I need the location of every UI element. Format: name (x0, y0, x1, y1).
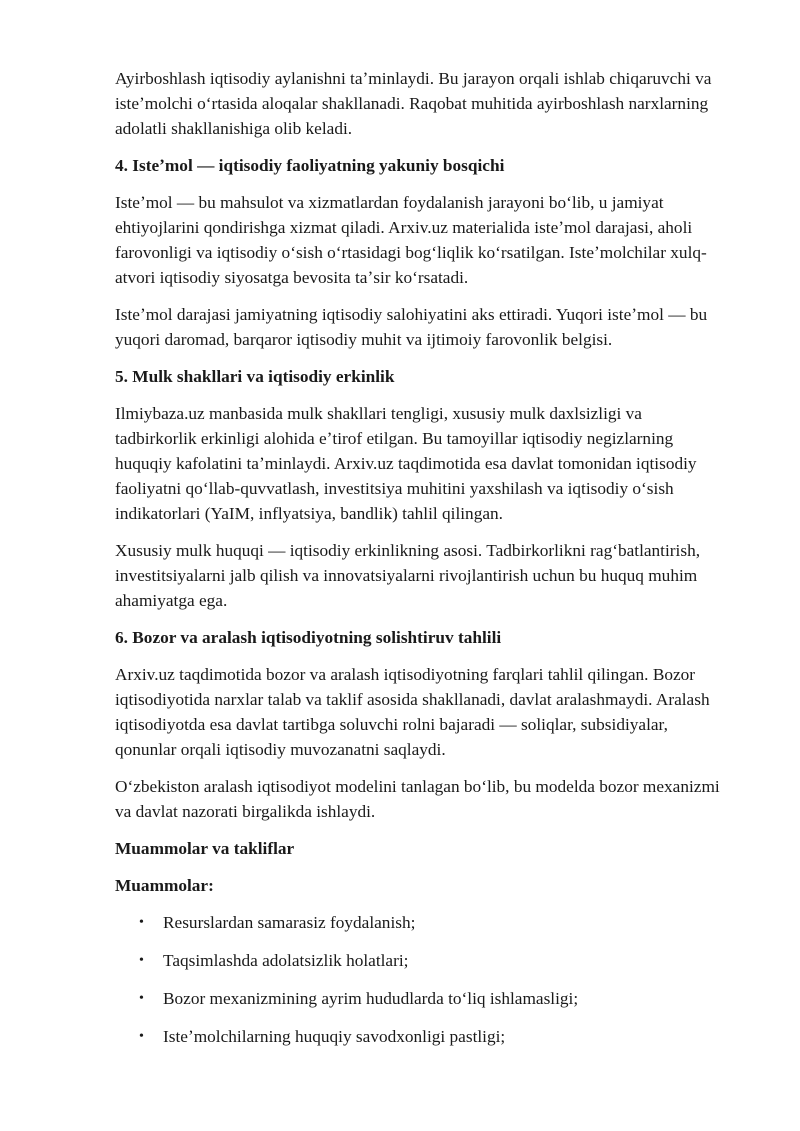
list-item: • Isteʼmolchilarning huquqiy savodxonligi pastligi; (139, 1024, 725, 1049)
list-item: • Taqsimlashda adolatsizlik holatlari; (139, 948, 725, 973)
document-page (115, 66, 725, 1062)
paragraph-consumption-level: Isteʼmol darajasi jamiyatning iqtisodiy salohiyatini aks ettiradi. Yuqori isteʼmol — bu yuqori daromad, barqaror iqtisodiy muhit va ijtimoiy farovonlik belgisi. (115, 305, 708, 349)
heading-problems-and-proposals: Muammolar va takliflar (115, 839, 295, 858)
problems-list (115, 910, 725, 1049)
paragraph-property-forms: Ilmiybaza.uz manbasida mulk shakllari tengligi, xususiy mulk daxlsizligi va tadbirkorlik erkinligi alohida eʼtirof etilgan. Bu tamoyillar iqtisodiy negizlarning huquqiy kafolatini taʼminlaydi. Arxiv.uz taqdimotida esa davlat tomonidan iqtisodiy faoliyatni qoʻllab-quvvatlash, investitsiya muhitini yaxshilash va iqtisodiy oʻsish indikatorlari (YaIM, inflyatsiya, bandlik) tahlil qilingan. (115, 404, 697, 523)
paragraph-private-property: Xususiy mulk huquqi — iqtisodiy erkinlikning asosi. Tadbirkorlikni ragʻbatlantirish, investitsiyalarni jalb qilish va innovatsiyalarni rivojlantirish uchun bu huquq muhim ahamiyatga ega. (115, 541, 701, 610)
paragraph-uzbekistan-model: Oʻzbekiston aralash iqtisodiyot modelini tanlagan boʻlib, bu modelda bozor mexanizmi va davlat nazorati birgalikda ishlaydi. (115, 777, 720, 821)
heading-problems: Muammolar: (115, 876, 214, 895)
heading-market-vs-mixed: 6. Bozor va aralash iqtisodiyotning solishtiruv tahlili (115, 628, 502, 647)
paragraph-consumption-definition: Isteʼmol — bu mahsulot va xizmatlardan foydalanish jarayoni boʻlib, u jamiyat ehtiyojlarini qondirishga xizmat qiladi. Arxiv.uz materialida isteʼmol darajasi, aholi farovonligi va iqtisodiy oʻsish oʻrtasidagi bogʻliqlik koʻrsatilgan. Isteʼmolchilar xulq-atvori iqtisodiy siyosatga bevosita taʼsir koʻrsatadi. (115, 193, 707, 287)
heading-property-forms: 5. Mulk shakllari va iqtisodiy erkinlik (115, 367, 395, 386)
list-item: • Resurslardan samarasiz foydalanish; (139, 910, 725, 935)
list-item: • Bozor mexanizmining ayrim hududlarda toʻliq ishlamasligi; (139, 986, 725, 1011)
paragraph-market-vs-mixed: Arxiv.uz taqdimotida bozor va aralash iqtisodiyotning farqlari tahlil qilingan. Bozor iqtisodiyotida narxlar talab va taklif asosida shakllanadi, davlat aralashmaydi. Aralash iqtisodiyotda esa davlat tartibga soluvchi rolni bajaradi — soliqlar, subsidiyalar, qonunlar orqali iqtisodiy muvozanatni saqlaydi. (115, 665, 710, 759)
heading-consumption: 4. Isteʼmol — iqtisodiy faoliyatning yakuniy bosqichi (115, 156, 505, 175)
paragraph-exchange: Ayirboshlash iqtisodiy aylanishni taʼminlaydi. Bu jarayon orqali ishlab chiqaruvchi va isteʼmolchi oʻrtasida aloqalar shakllanadi. Raqobat muhitida ayirboshlash narxlarning adolatli shakllanishiga olib keladi. (115, 69, 712, 138)
